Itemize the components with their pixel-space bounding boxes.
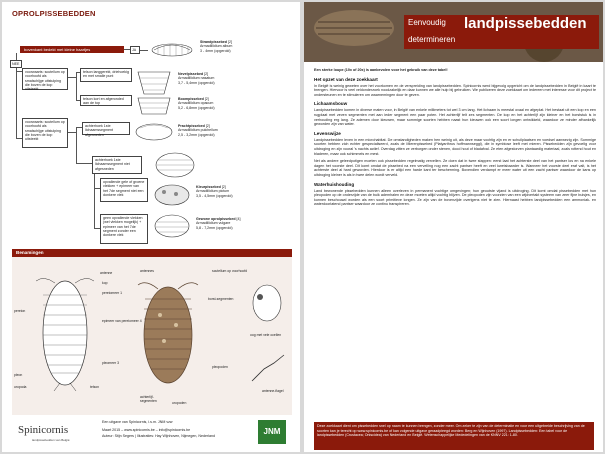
- spinicornis-logo: Spinicornis: [18, 424, 69, 436]
- section-text: Land bewonende pissebedden kunnen alleen overleven in permanent vochtige omgevingen; hun geoutste vijand is uitdroging. Dit komt omdat pissebedden met hun pleopoden op de onderzijde van de buik ademhalen en deze moeten altijd vochtig blijven. De pleopoden zijn voorzien van een wijdvertakt systeem van zeer fijne buisjes, en kunnen beschouwd worden als een soort primitieve longen. Ze zijn van de bovenzijde overigens niet te zien. Hiernaast hebben landpissebedden een ammoniak- en waterdoorlatend pantser waardoor ze continu transpireren.: [314, 188, 596, 207]
- right-page: [304, 2, 603, 452]
- hero-photo: [304, 2, 603, 62]
- woodlouse-dorsal-drawing: [30, 273, 100, 393]
- woodlouse-illustration: [152, 212, 192, 240]
- species-3: Boompissebed [2] Armadillidium opacum 5,2 - 6,8mm (opgerold): [178, 97, 215, 110]
- ja-label: JA: [130, 46, 140, 54]
- page-title: OPROLPISSEBEDDEN: [12, 9, 96, 18]
- label-antenne-flagel: antenne-flagel: [262, 389, 284, 393]
- label-pleopoden: pleopoden: [212, 365, 228, 369]
- label-pereiomeer-1: pereiomeer 1: [102, 291, 122, 295]
- intro-text: Een sterke loupe (10x of 20x) is aanbevolen voor het gebruik van deze tabel!: [314, 68, 448, 72]
- key-node-7: opvallende gele of groene vlekken + epimeer van het 7de segment niet een donkere vlek: [100, 178, 148, 202]
- publisher-text: Een uitgave van Spinicornis, i.s.m. JNM vzw: [102, 420, 173, 424]
- label-achterlijf: achterlijf-segmenten: [140, 395, 157, 403]
- hero-title-line1: Eenvoudig: [408, 18, 446, 27]
- credits-text: Auteur: Stijn Segers | Illustraties: Hay Wijnhoven, Nijmegen, Nederland: [102, 434, 215, 438]
- label-kop: kop: [102, 281, 108, 285]
- section-heading: Levenswijze: [314, 130, 341, 136]
- label-telson: telson: [90, 385, 100, 389]
- section-text: Landpissebedden komen in diverse maten voor, in België van enkele millimeters tot wel 3 cm lang. Het lichaam is meestal ovaal en afgeplat. Het bestaat uit een kop en een rugplaat met zeven segmenten met aan ieder segment een paar poten. Het achterlijf telt zes segmenten. De kop en het achterlijf zijn kleiner en het borststuk is in verhouding erg lang. Ze ademen door kieuwen, maar sommige soorten hebben naast hun kieuwen ook een soort longen ontwikkeld, waardoor ze minder afhankelijk geworden zijn van water.: [314, 108, 596, 127]
- key-node-6: achterhoek 1ste lichaamssegment niet afgesneden: [92, 156, 142, 174]
- key-node-8: geen opvallende vlekken (wel vlekken mogelijk) + epimeer van het 7de segment zonder een donkere vlek: [100, 214, 148, 244]
- key-node-2: telson langgerekt, driehoekig en met smalle punt: [80, 68, 132, 82]
- label-pleon: pleon: [14, 373, 23, 377]
- nee-label: NEE: [10, 60, 22, 68]
- label-antennes: antennes: [140, 269, 154, 273]
- label-antenne: antenne: [100, 271, 113, 275]
- section-heading: Lichaamsbouw: [314, 101, 348, 107]
- section-text: Net als andere geleedpotigen moeten ook pissebedden regelmatig vervellen. Ze doen dat in twee stappen: eerst laat het achterste deel van het pantser los en na enkele dagen het voorste deel. Dit komt omdat de pissebed na een vervelling nog een zacht pantser heeft en veel kwetsbaarder is. Wanneer het voorste deel eraf valt, is het achterste deel al hard geworden. Hierdoor is er altijd een harde kant ter bescherming. Bovendien verdampt er meer water uit een zacht pantser waardoor de kans op uitdroging kleiner is als in twee delen wordt verveld.: [314, 159, 596, 177]
- label-scutellum: scutellum op voorhoofd: [212, 269, 248, 273]
- left-footer: [12, 416, 292, 450]
- date-text: Maart 2015 – www.spinicornis.be – info@spinicornis.be: [102, 428, 191, 432]
- section-text: In België is weinig geweten over het voorkomen en de verspreiding van landpissebedden. Spinicornis werd bijgevolg opgericht om de landpissebedden in België in kaart te brengen. Hiervoor is veel veldonderzoek noodzakelijk en daar kunnen we alle hulp bij gebruiken. We publiceren deze zoekkaart om iedereen met interesse voor dit project te ondersteunen en te stimuleren om waarnemingen door te geven.: [314, 83, 596, 97]
- woodlouse-illustration: [152, 150, 198, 180]
- legend-title: Benamingen: [12, 249, 292, 257]
- woodlouse-illustration: [132, 94, 178, 118]
- woodlouse-illustration: [152, 182, 192, 208]
- label-uropoda: uropoda: [14, 385, 27, 389]
- section-heading: Waterhuishouding: [314, 181, 355, 187]
- hero-title-line3: determineren: [408, 35, 456, 44]
- section-text: Landpissebedden leven in een microhabitat. De omstandigheden maken hen weinig uit, als deze maar vochtig zijn en er schuilplaatsen en voedsel aanwezig zijn. Sommige soorten hebben zich echter gespecialiseerd, zoals de Mierenpissebed (Platyarthrus hoffmannseggi), die in symbiose leeft met mieren. Pissebedden zijn gevoelig voor uitdroging en zijn vooral 's nachts actief. Overdag zitten ze verborgen onder stenen, dood hout of bladafval. Ze eten afgestorven plantaardig materiaal, zoals rottend hout en bladeren, maar ook schimmels en mest.: [314, 137, 596, 156]
- woodlouse-illustration: [148, 40, 196, 58]
- species-2: Nevelpissebed [2] Armadillidium nasatum 3,7 - 5,4mm (opgerold): [178, 72, 215, 85]
- woodlouse-illustration: [132, 120, 178, 144]
- species-6: Gewone oprolpissebed [4] Armadillidium vulgare 5,8 - 7,2mm (opgerold): [196, 217, 241, 230]
- footer-note-box: Deze zoekkaart dient om pissebedden snel op naam te kunnen brengen, zonder meer. Om zeker te zijn van de determinatie en voor een uitgebreide beschrijving van de soorten kan je terecht op www.spinicornis.be of kan volgende uitgave geraadpleegd worden: Berg en Wijnhoven (1997). Landpissebedden: Een tabel voor de landpissebedden (Crustacea; Oniscidea) van Nederland en België. Wetenschappelijke Mededelingen van de KNNV 221: 1-80.: [314, 422, 594, 450]
- species-1: Strandpissebed [2] Armadillidium album 3 - 4mm (opgerold): [200, 40, 233, 53]
- key-node-4: voorwaarts: scutellum op voorhoofd als smalschijge uitstulping die boven de kop uitsteekt: [22, 118, 68, 148]
- label-borst-segmenten: borst-segmenten: [208, 297, 234, 301]
- left-page: [2, 2, 300, 452]
- species-5: Kleurpissebed [2] Armadillidium pictum 3,5 - 4,5mm (opgerold): [196, 185, 233, 198]
- key-node-3: telson kort en afgeronded aan de top: [80, 95, 132, 106]
- hero-title-main: landpissebedden: [464, 15, 587, 32]
- head-detail-drawing: [248, 279, 286, 329]
- hero-title-box: [404, 15, 599, 49]
- label-uropoden: uropoden: [172, 401, 187, 405]
- antenna-detail-drawing: [250, 353, 286, 383]
- article-body: [314, 68, 596, 210]
- key-node-1: voorwaarts: scutellum op voorhoofd als smalschijge uitstulping die boven de kop uitsteekt: [22, 68, 68, 90]
- woodlouse-photo: [130, 275, 206, 393]
- label-epimeer: epimeer van pereiomeer 4: [102, 319, 142, 323]
- label-pleomeer-3: pleomeer 3: [102, 361, 119, 365]
- species-4: Prachtpissebed [2] Armadillidium pulchellum 2,5 - 3,2mm (opgerold): [178, 124, 218, 137]
- label-oog: oog met vele ocellen: [250, 333, 282, 337]
- key-header: bovenkant bedekt met kleine haartjes: [20, 46, 124, 53]
- logo-subtitle: landpissebedden van België: [32, 438, 70, 442]
- anatomy-diagram: [12, 257, 292, 415]
- section-heading: Het opzet van deze zoekkaart: [314, 76, 378, 82]
- jnm-logo: JNM: [258, 420, 286, 444]
- label-pereion: pereion: [14, 309, 26, 313]
- key-node-5: achterhoek 1ste lichaamssegment afgesneden: [82, 122, 130, 135]
